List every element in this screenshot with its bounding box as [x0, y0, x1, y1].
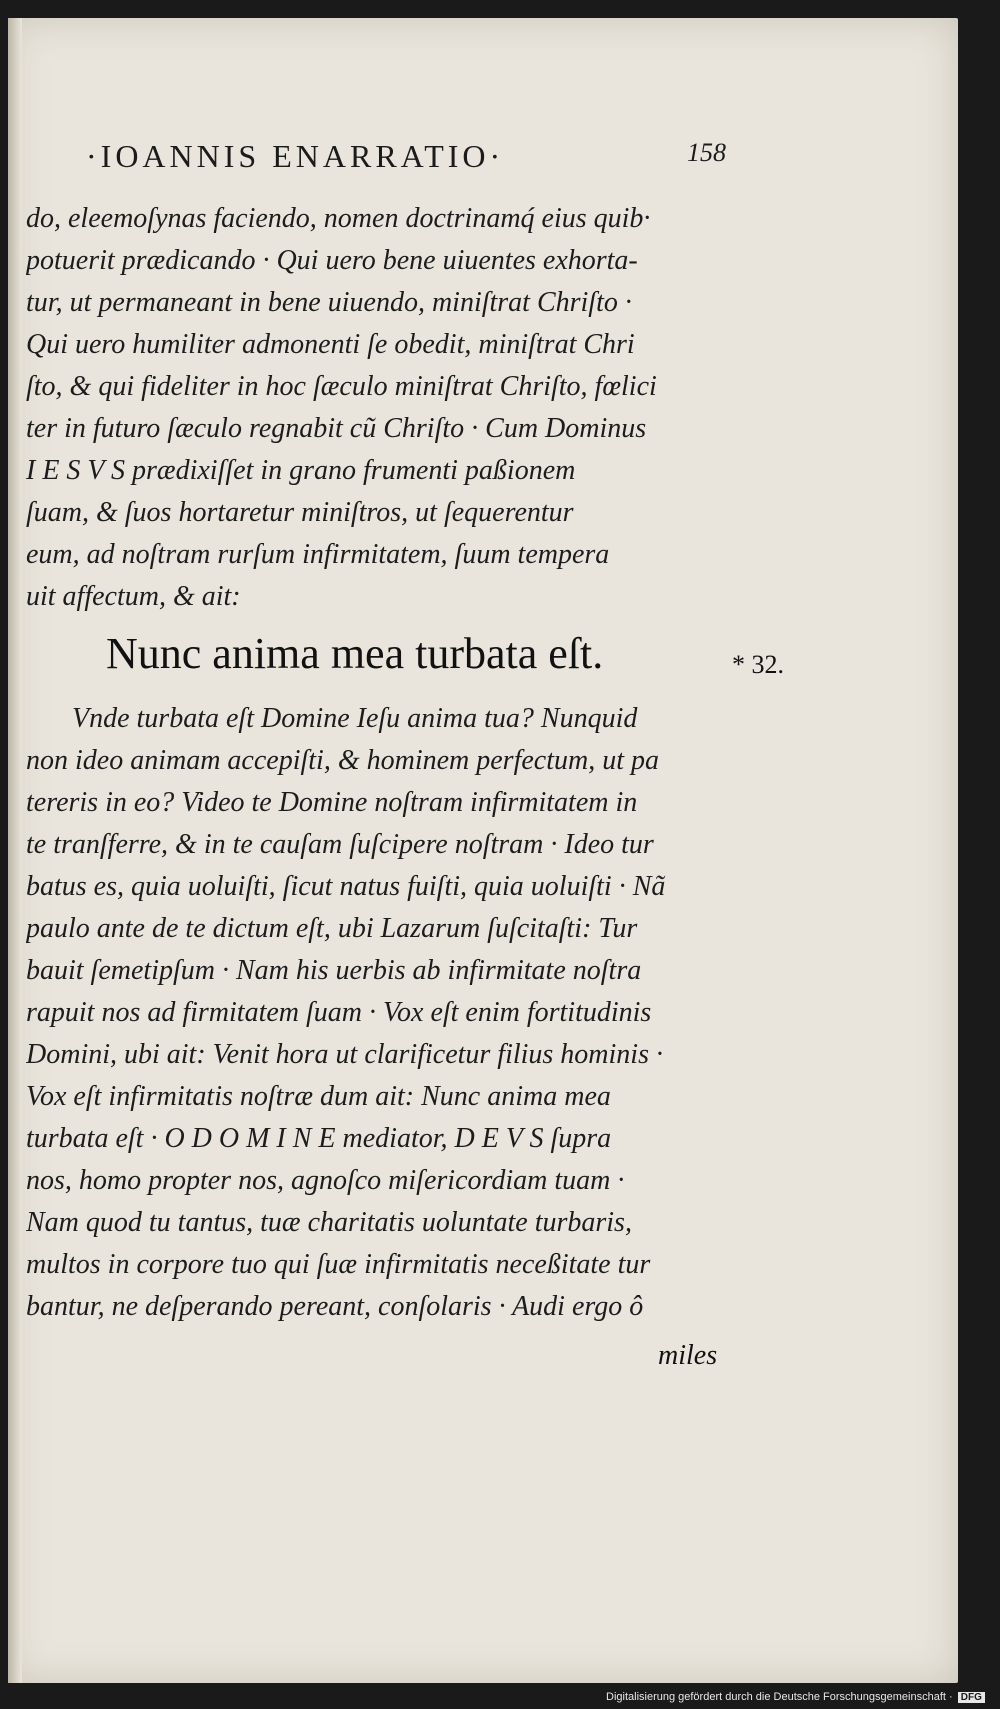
text-line: paulo ante de te dictum eſt, ubi Lazarum ſuſcitaſti: Tur	[26, 913, 638, 944]
text-line: te tranſferre, & in te cauſam ſuſcipere noſtram · Ideo tur	[26, 829, 654, 860]
running-title: ·IOANNIS ENARRATIO·	[86, 138, 505, 174]
text-line: ſuam, & ſuos hortaretur miniſtros, ut ſequerentur	[26, 497, 574, 528]
text-line: do, eleemoſynas faciendo, nomen doctrinamq́ eius quib·	[26, 203, 651, 234]
catchword: miles	[658, 1340, 718, 1371]
running-header	[86, 138, 726, 175]
text-line: nos, homo propter nos, agnoſco miſericordiam tuam ·	[26, 1165, 625, 1196]
text-line: uit affectum, & ait:	[26, 581, 241, 612]
text-line: I E S V S prædixiſſet in grano frumenti paßionem	[26, 455, 576, 486]
text-line: multos in corpore tuo qui ſuæ infirmitatis neceßitate tur	[26, 1249, 651, 1280]
text-line: Qui uero humiliter admonenti ſe obedit, miniſtrat Chri	[26, 329, 635, 360]
text-line: batus es, quia uoluiſti, ſicut natus fuiſti, quia uoluiſti · Nã	[26, 871, 666, 902]
text-line: bantur, ne deſperando pereant, conſolaris · Audi ergo ô	[26, 1291, 644, 1322]
text-line: ſto, & qui fideliter in hoc ſæculo miniſtrat Chriſto, fœlici	[26, 371, 657, 402]
text-line: eum, ad noſtram rurſum infirmitatem, ſuum tempera	[26, 539, 610, 570]
scripture-heading: Nunc anima mea turbata eſt.	[106, 629, 604, 678]
text-line: ter in futuro ſæculo regnabit cũ Chriſto · Cum Dominus	[26, 413, 647, 444]
text-line: tur, ut permaneant in bene uiuendo, miniſtrat Chriſto ·	[26, 287, 632, 318]
text-line: tereris in eo? Video te Domine noſtram infirmitatem in	[26, 787, 638, 818]
page-number: 158	[687, 138, 726, 167]
credit-text: Digitalisierung gefördert durch die Deutsche Forschungsgemeinschaft ·	[606, 1691, 953, 1703]
paragraph-1	[26, 198, 726, 618]
text-line: turbata eſt · O D O M I N E mediator, D E V S ſupra	[26, 1123, 612, 1154]
book-page	[8, 18, 958, 1683]
digitization-credit	[606, 1691, 985, 1703]
text-line: Vnde turbata eſt Domine Ieſu anima tua? Nunquid	[72, 703, 638, 734]
text-line: bauit ſemetipſum · Nam his uerbis ab infirmitate noſtra	[26, 955, 642, 986]
text-line: rapuit nos ad firmitatem ſuam · Vox eſt enim fortitudinis	[26, 997, 652, 1028]
dfg-logo: DFG	[958, 1692, 985, 1703]
text-line: Nam quod tu tantus, tuæ charitatis uoluntate turbaris,	[26, 1207, 632, 1238]
page-gutter	[8, 18, 22, 1683]
text-line: non ideo animam accepiſti, & hominem perfectum, ut pa	[26, 745, 659, 776]
text-line: potuerit prædicando · Qui uero bene uiuentes exhorta-	[26, 245, 638, 276]
margin-note: * 32.	[732, 650, 784, 679]
text-line: Domini, ubi ait: Venit hora ut clarificetur filius hominis ·	[26, 1039, 663, 1070]
paragraph-2	[26, 698, 726, 1328]
text-line: Vox eſt infirmitatis noſtræ dum ait: Nunc anima mea	[26, 1081, 611, 1112]
